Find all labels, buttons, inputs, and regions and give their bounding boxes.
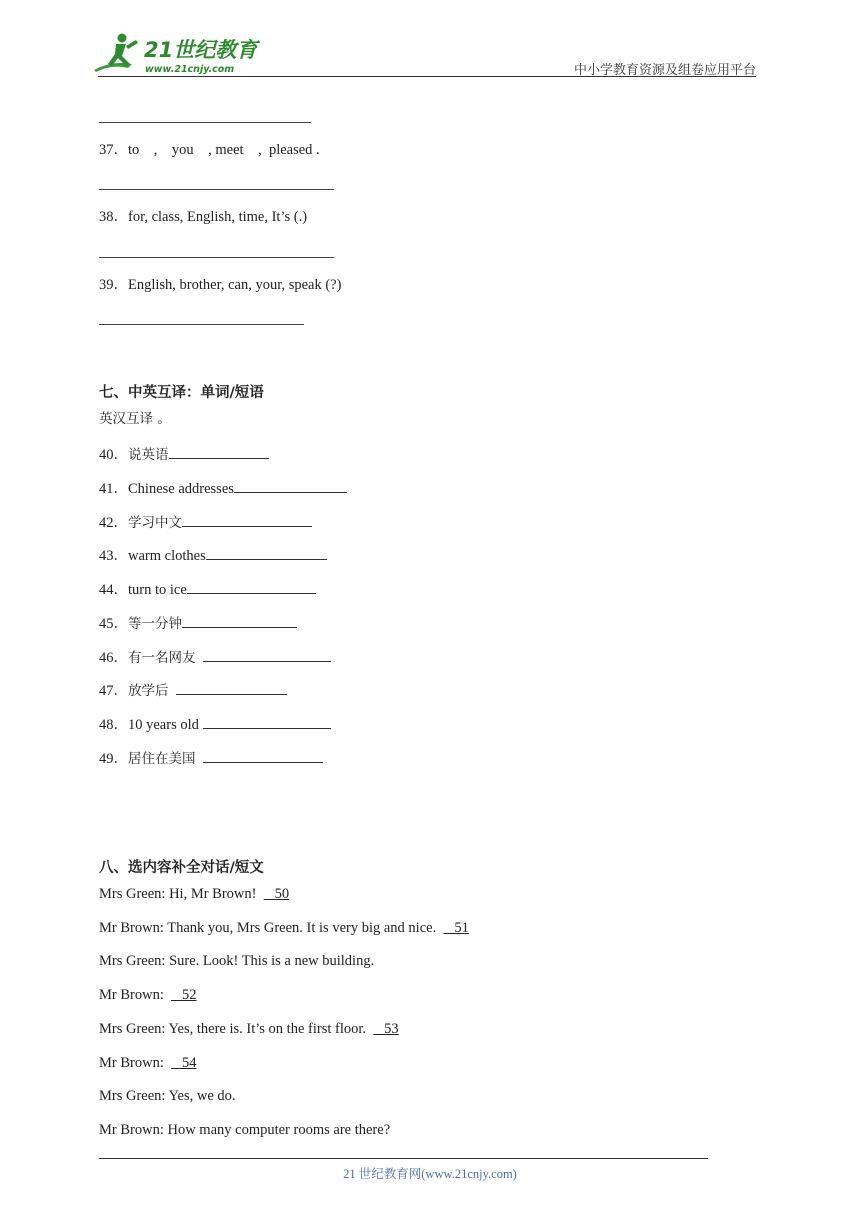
question-text: 放学后 [128, 683, 169, 699]
dialogue-line [99, 951, 374, 971]
question-number: 43． [99, 548, 128, 564]
dialogue-line [99, 918, 469, 938]
vocab-item-46 [99, 647, 331, 668]
question-37 [99, 140, 320, 160]
vocab-item-45 [99, 613, 297, 634]
question-text: English, brother, can, your, speak (?) [128, 277, 342, 293]
header-platform-name: 中小学教育资源及组卷应用平台 [573, 63, 756, 78]
dialogue-line [99, 1120, 390, 1140]
question-number: 44． [99, 582, 128, 598]
page-header [0, 0, 860, 80]
question-text: Chinese addresses [128, 481, 234, 497]
dialogue-text: Mrs Green: Yes, there is. It’s on the first floor. [99, 1021, 374, 1037]
dialogue-line [99, 985, 196, 1005]
question-number: 46． [99, 650, 128, 666]
question-38 [99, 207, 307, 227]
dialogue-text: Mr Brown: How many computer rooms are there? [99, 1122, 391, 1138]
section-7-instruction: 英汉互译 。 [99, 411, 171, 427]
question-text: 说英语 [128, 447, 169, 463]
logo-url: www.21cnjy.com [145, 64, 235, 75]
question-text: to , you , meet , pleased . [128, 142, 320, 158]
vocab-item-44 [99, 579, 316, 600]
vocab-item-41 [99, 478, 347, 499]
answer-blank [182, 613, 297, 628]
blank-number: 54 [181, 1055, 197, 1071]
footer-link[interactable]: 21 世纪教育网(www.21cnjy.com) [343, 1167, 517, 1181]
dialogue-text: Mr Brown: [99, 987, 172, 1003]
dialogue-line [99, 1053, 196, 1073]
question-text: 等一分钟 [128, 616, 182, 632]
question-text: 居住在美国 [128, 751, 196, 767]
vocab-item-43 [99, 545, 327, 566]
vocab-item-42 [99, 512, 312, 533]
answer-line-38 [99, 257, 334, 258]
footer-divider [99, 1158, 708, 1159]
logo-title: 21世纪教育 [144, 38, 258, 62]
answer-line-36 [99, 122, 311, 123]
answer-blank [203, 714, 331, 729]
blank-number: 51 [454, 920, 469, 936]
question-number: 48． [99, 717, 128, 733]
question-39 [99, 275, 341, 295]
question-text: warm clothes [128, 548, 206, 564]
dialogue-text: Mrs Green: Hi, Mr Brown! [99, 886, 264, 902]
question-number: 40． [99, 447, 128, 463]
answer-blank [169, 444, 269, 459]
dialogue-text: Mrs Green: Sure. Look! This is a new building. [99, 953, 375, 969]
answer-blank [203, 748, 323, 763]
dialogue-text: Mrs Green: Yes, we do. [99, 1088, 236, 1104]
answer-blank [234, 478, 347, 493]
dialogue-text: Mr Brown: Thank you, Mrs Green. It is very big and nice. [99, 920, 444, 936]
dialogue-line [99, 884, 289, 904]
answer-line-39 [99, 324, 304, 325]
section-8-title: 八、选内容补全对话/短文 [99, 860, 264, 876]
vocab-item-47 [99, 680, 287, 701]
answer-blank [187, 579, 316, 594]
dialogue-line [99, 1019, 399, 1039]
answer-line-37 [99, 189, 334, 190]
answer-blank [182, 512, 312, 527]
question-number: 39． [99, 277, 128, 293]
answer-blank [206, 545, 327, 560]
dialogue-line [99, 1086, 236, 1106]
question-text: 学习中文 [128, 515, 182, 531]
question-number: 45． [99, 616, 128, 632]
vocab-item-49 [99, 748, 323, 769]
dialogue-text: Mr Brown: [99, 1055, 172, 1071]
blank-number: 53 [384, 1021, 399, 1037]
vocab-item-48 [99, 714, 331, 735]
question-number: 49． [99, 751, 128, 767]
answer-blank [176, 680, 287, 695]
blank-number: 50 [274, 886, 290, 902]
blank-number: 52 [181, 987, 197, 1003]
question-text: 有一名网友 [128, 650, 196, 666]
logo-icon [92, 30, 267, 78]
question-number: 41． [99, 481, 128, 497]
question-number: 38． [99, 209, 128, 225]
question-number: 42． [99, 515, 128, 531]
vocab-item-40 [99, 444, 269, 465]
question-number: 47． [99, 683, 128, 699]
section-7-title: 七、中英互译：单词/短语 [99, 385, 264, 401]
question-text: for, class, English, time, It’s (.) [128, 209, 308, 225]
question-number: 37． [99, 142, 128, 158]
header-divider [98, 76, 756, 77]
answer-blank [203, 647, 331, 662]
question-text: 10 years old [128, 717, 199, 733]
question-text: turn to ice [128, 582, 187, 598]
